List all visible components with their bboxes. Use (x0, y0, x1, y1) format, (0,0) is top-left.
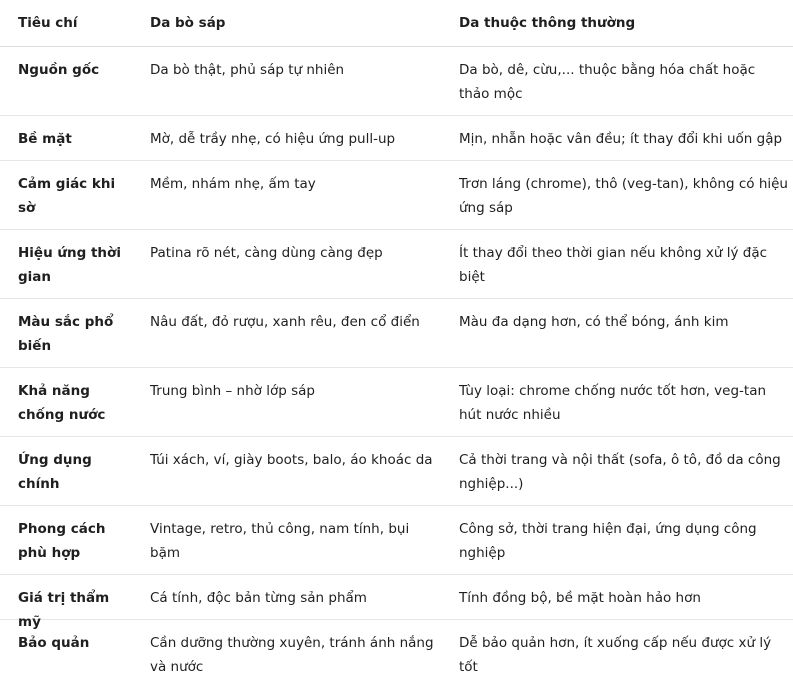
row-waxed-value: Vintage, retro, thủ công, nam tính, bụi bặm (150, 521, 410, 561)
row-criterion: Cảm giác khi sờ (18, 176, 116, 216)
table-row (0, 47, 793, 116)
row-regular-value: Dễ bảo quản hơn, ít xuống cấp nếu được xử lý tốt (459, 635, 772, 675)
table-row (0, 437, 793, 506)
row-regular-value: Da bò, dê, cừu,... thuộc bằng hóa chất hoặc thảo mộc (459, 62, 756, 102)
row-waxed-value: Trung bình – nhờ lớp sáp (150, 383, 315, 399)
table-row (0, 620, 793, 689)
row-waxed-value: Mềm, nhám nhẹ, ấm tay (150, 176, 316, 192)
row-waxed-value: Mờ, dễ trầy nhẹ, có hiệu ứng pull-up (150, 131, 396, 147)
row-waxed-value: Patina rõ nét, càng dùng càng đẹp (150, 245, 383, 261)
table-row (0, 368, 793, 437)
row-regular-value: Trơn láng (chrome), thô (veg-tan), không có hiệu ứng sáp (459, 176, 788, 216)
row-regular-value: Tính đồng bộ, bề mặt hoàn hảo hơn (459, 590, 701, 606)
row-regular-value: Cả thời trang và nội thất (sofa, ô tô, đồ da công nghiệp...) (459, 452, 781, 492)
header-regular-leather: Da thuộc thông thường (459, 15, 636, 31)
row-criterion: Hiệu ứng thời gian (18, 245, 121, 285)
row-waxed-value: Da bò thật, phủ sáp tự nhiên (150, 62, 345, 78)
table-row (0, 230, 793, 299)
table-row (0, 299, 793, 368)
row-regular-value: Ít thay đổi theo thời gian nếu không xử lý đặc biệt (459, 245, 768, 285)
row-criterion: Bề mặt (18, 131, 72, 147)
row-criterion: Nguồn gốc (18, 62, 100, 78)
row-regular-value: Công sở, thời trang hiện đại, ứng dụng công nghiệp (459, 521, 757, 561)
header-criterion: Tiêu chí (18, 15, 78, 31)
row-criterion: Ứng dụng chính (18, 452, 92, 492)
row-regular-value: Màu đa dạng hơn, có thể bóng, ánh kim (459, 314, 729, 330)
row-waxed-value: Cần dưỡng thường xuyên, tránh ánh nắng và nước (150, 635, 434, 675)
table-row (0, 116, 793, 161)
row-waxed-value: Nâu đất, đỏ rượu, xanh rêu, đen cổ điển (150, 314, 420, 330)
row-waxed-value: Cá tính, độc bản từng sản phẩm (150, 590, 367, 606)
row-criterion: Giá trị thẩm mỹ (18, 590, 110, 630)
row-regular-value: Mịn, nhẵn hoặc vân đều; ít thay đổi khi uốn gập (459, 131, 783, 147)
row-regular-value: Tùy loại: chrome chống nước tốt hơn, veg-tan hút nước nhiều (459, 383, 767, 423)
row-waxed-value: Túi xách, ví, giày boots, balo, áo khoác da (150, 452, 433, 468)
row-criterion: Bảo quản (18, 635, 90, 651)
table-row (0, 575, 793, 630)
table-row (0, 161, 793, 230)
row-criterion: Màu sắc phổ biến (18, 314, 114, 354)
header-waxed-leather: Da bò sáp (150, 15, 226, 31)
row-criterion: Khả năng chống nước (18, 383, 106, 423)
row-criterion: Phong cách phù hợp (18, 521, 106, 561)
table-header-row (0, 0, 793, 47)
table-row (0, 506, 793, 575)
